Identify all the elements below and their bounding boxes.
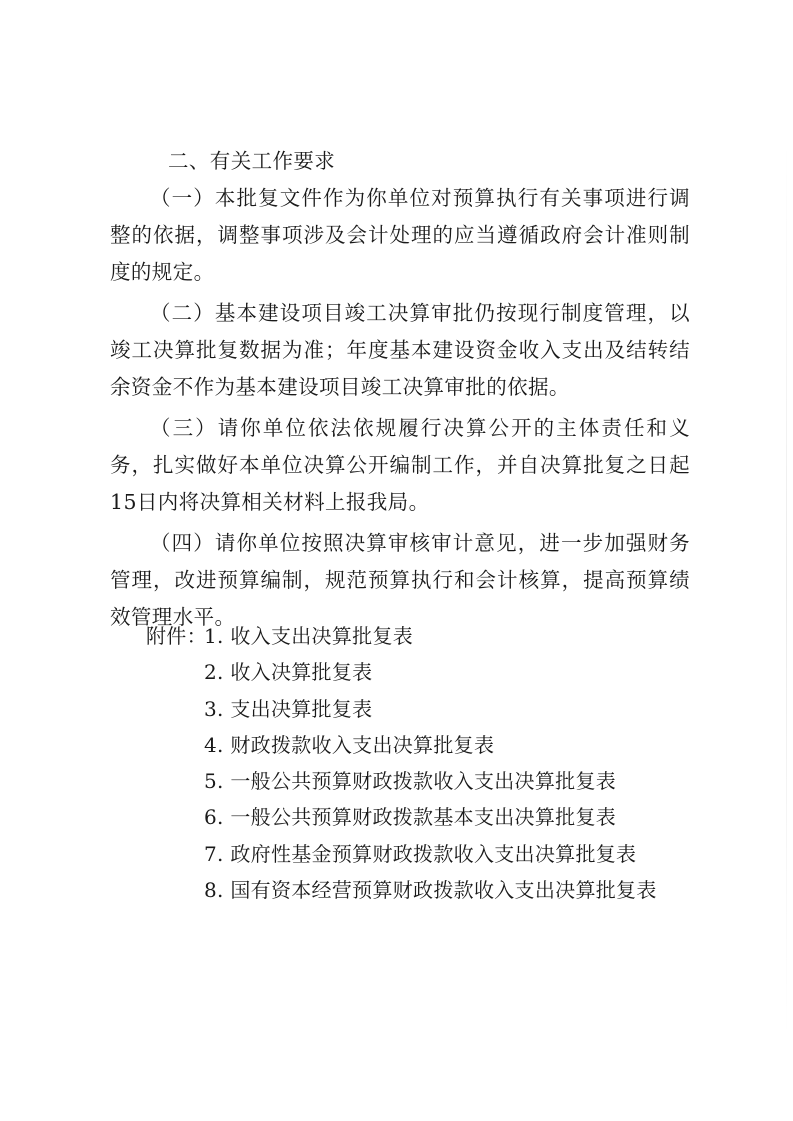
- attachment-row: [146, 691, 706, 727]
- requirement-item-1: （一）本批复文件作为你单位对预算执行有关事项进行调整的依据，调整事项涉及会计处理的应当遵循政府会计准则制度的规定。: [110, 186, 690, 284]
- attachment-item-3: 3. 支出决算批复表: [204, 696, 373, 721]
- attachment-row: [146, 727, 706, 763]
- attachment-row: [146, 872, 706, 908]
- attachment-row: [146, 654, 706, 690]
- scan-edge-shadow: [786, 140, 787, 1040]
- attachment-item-1: 1. 收入支出决算批复表: [204, 624, 414, 648]
- attachment-item-7: 7. 政府性基金预算财政拨款收入支出决算批复表: [204, 841, 637, 866]
- attachment-item-6: 6. 一般公共预算财政拨款基本支出决算批复表: [204, 805, 617, 830]
- attachment-item-2: 2. 收入决算批复表: [204, 660, 373, 685]
- attachment-row: [146, 799, 706, 835]
- requirement-item-3: （三）请你单位依法依规履行决算公开的主体责任和义务，扎实做好本单位决算公开编制工作，并自决算批复之日起15日内将决算相关材料上报我局。: [110, 416, 690, 514]
- attachment-row: [146, 618, 706, 654]
- attachments-label: 附件：: [146, 624, 207, 648]
- attachment-item-8: 8. 国有资本经营预算财政拨款收入支出决算批复表: [204, 878, 657, 903]
- requirement-item-4: （四）请你单位按照决算审核审计意见，进一步加强财务管理，改进预算编制，规范预算执行和会计核算，提高预算绩效管理水平。: [110, 531, 690, 629]
- requirement-item-2: （二）基本建设项目竣工决算审批仍按现行制度管理，以竣工决算批复数据为准；年度基本建设资金收入支出及结转结余资金不作为基本建设项目竣工决算审批的依据。: [110, 301, 690, 399]
- attachment-row: [146, 836, 706, 872]
- attachments-list: [146, 618, 706, 908]
- attachment-item-5: 5. 一般公共预算财政拨款收入支出决算批复表: [204, 769, 617, 794]
- document-body: [110, 143, 690, 636]
- attachment-item-4: 4. 财政拨款收入支出决算批复表: [204, 732, 495, 757]
- section-heading: 二、有关工作要求: [168, 149, 336, 173]
- attachment-row: [146, 763, 706, 799]
